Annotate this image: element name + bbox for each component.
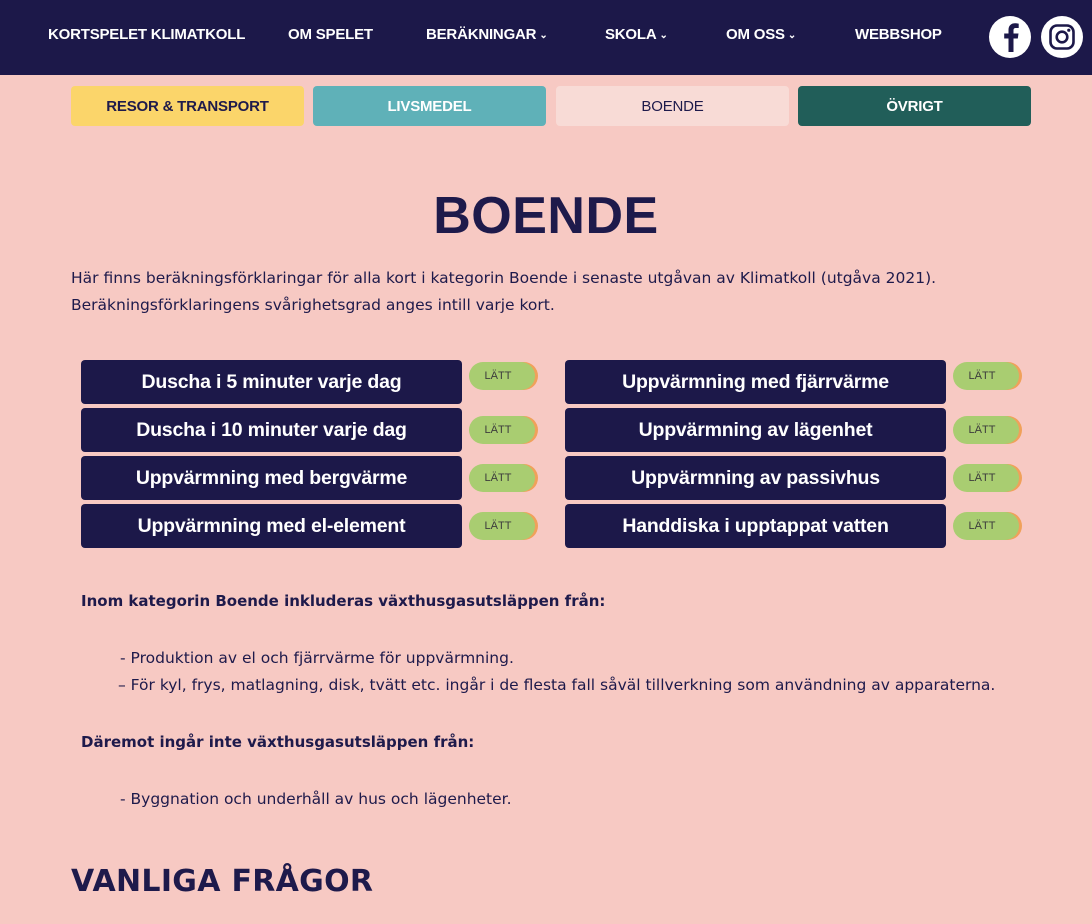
difficulty-badge	[469, 464, 535, 492]
category-tab-ovrigt[interactable]	[798, 86, 1031, 126]
nav-item-label: WEBBSHOP	[855, 26, 942, 43]
difficulty-badge	[953, 362, 1019, 390]
card-uppvarmning-bergvarme[interactable]	[81, 456, 462, 500]
difficulty-label: LÄTT	[484, 472, 512, 484]
page-title: BOENDE	[433, 187, 659, 245]
category-tab-label: RESOR & TRANSPORT	[106, 97, 269, 115]
difficulty-label: LÄTT	[968, 370, 996, 382]
card-label: Duscha i 10 minuter varje dag	[136, 418, 407, 441]
facebook-link[interactable]	[989, 16, 1031, 58]
difficulty-label: LÄTT	[484, 520, 512, 532]
chevron-down-icon: ⌄	[539, 30, 548, 41]
nav-item-om-spelet[interactable]	[288, 26, 373, 43]
difficulty-label: LÄTT	[484, 370, 512, 382]
instagram-icon	[1048, 23, 1076, 51]
card-duscha-5-minuter[interactable]	[81, 360, 462, 404]
intro-text	[71, 265, 1031, 319]
difficulty-badge	[953, 416, 1019, 444]
nav-item-skola[interactable]	[605, 26, 668, 43]
nav-item-label: OM OSS	[726, 26, 785, 43]
card-uppvarmning-lagenhet[interactable]	[565, 408, 946, 452]
card-label: Uppvärmning med el-element	[137, 514, 406, 537]
difficulty-badge	[953, 512, 1019, 540]
includes-item: - Produktion av el och fjärrvärme för uppvärmning.	[120, 649, 514, 667]
intro-line: Här finns beräkningsförklaringar för alla kort i kategorin Boende i senaste utgåvan av Klimatkoll (utgåva 2021).	[71, 269, 937, 287]
card-label: Uppvärmning med bergvärme	[135, 466, 408, 489]
chevron-down-icon: ⌄	[787, 30, 796, 41]
intro-line: Beräkningsförklaringens svårighetsgrad anges intill varje kort.	[71, 296, 555, 314]
difficulty-badge	[953, 464, 1019, 492]
chevron-down-icon: ⌄	[659, 30, 668, 41]
category-tab-resor-transport[interactable]	[71, 86, 304, 126]
nav-item-berakningar[interactable]	[426, 26, 548, 43]
card-label: Duscha i 5 minuter varje dag	[141, 370, 402, 393]
nav-item-label: BERÄKNINGAR	[426, 26, 537, 43]
excludes-heading: Däremot ingår inte växthusgasutsläppen från:	[81, 733, 475, 751]
card-duscha-10-minuter[interactable]	[81, 408, 462, 452]
card-label: Handdiska i upptappat vatten	[622, 514, 889, 537]
nav-item-kortspelet-klimatkoll[interactable]	[48, 26, 245, 43]
card-label: Uppvärmning av lägenhet	[638, 418, 873, 441]
difficulty-badge	[469, 362, 535, 390]
excludes-item: - Byggnation och underhåll av hus och lägenheter.	[120, 790, 512, 808]
difficulty-badge	[469, 512, 535, 540]
card-uppvarmning-passivhus[interactable]	[565, 456, 946, 500]
faq-heading: VANLIGA FRÅGOR	[71, 864, 374, 899]
category-tab-livsmedel[interactable]	[313, 86, 546, 126]
difficulty-label: LÄTT	[484, 424, 512, 436]
includes-heading: Inom kategorin Boende inkluderas växthusgasutsläppen från:	[81, 592, 606, 610]
category-tab-label: LIVSMEDEL	[387, 97, 472, 115]
nav-item-om-oss[interactable]	[726, 26, 796, 43]
nav-item-label: KORTSPELET KLIMATKOLL	[48, 26, 246, 43]
facebook-icon	[999, 22, 1021, 52]
difficulty-label: LÄTT	[968, 424, 996, 436]
includes-item: – För kyl, frys, matlagning, disk, tvätt etc. ingår i de flesta fall såväl tillverkning som användning av apparaterna.	[118, 676, 996, 694]
card-label: Uppvärmning av passivhus	[631, 466, 880, 489]
difficulty-label: LÄTT	[968, 520, 996, 532]
nav-item-label: SKOLA	[605, 26, 657, 43]
nav-item-label: OM SPELET	[288, 26, 373, 43]
category-tab-label: ÖVRIGT	[886, 97, 943, 115]
card-uppvarmning-fjarrvarme[interactable]	[565, 360, 946, 404]
instagram-link[interactable]	[1041, 16, 1083, 58]
difficulty-badge	[469, 416, 535, 444]
card-uppvarmning-el-element[interactable]	[81, 504, 462, 548]
category-tab-boende[interactable]	[556, 86, 789, 126]
category-tab-label: BOENDE	[641, 97, 704, 115]
card-label: Uppvärmning med fjärrvärme	[622, 370, 889, 393]
card-handdiska[interactable]	[565, 504, 946, 548]
top-navigation	[0, 0, 1092, 75]
nav-item-webbshop[interactable]	[855, 26, 942, 43]
difficulty-label: LÄTT	[968, 472, 996, 484]
